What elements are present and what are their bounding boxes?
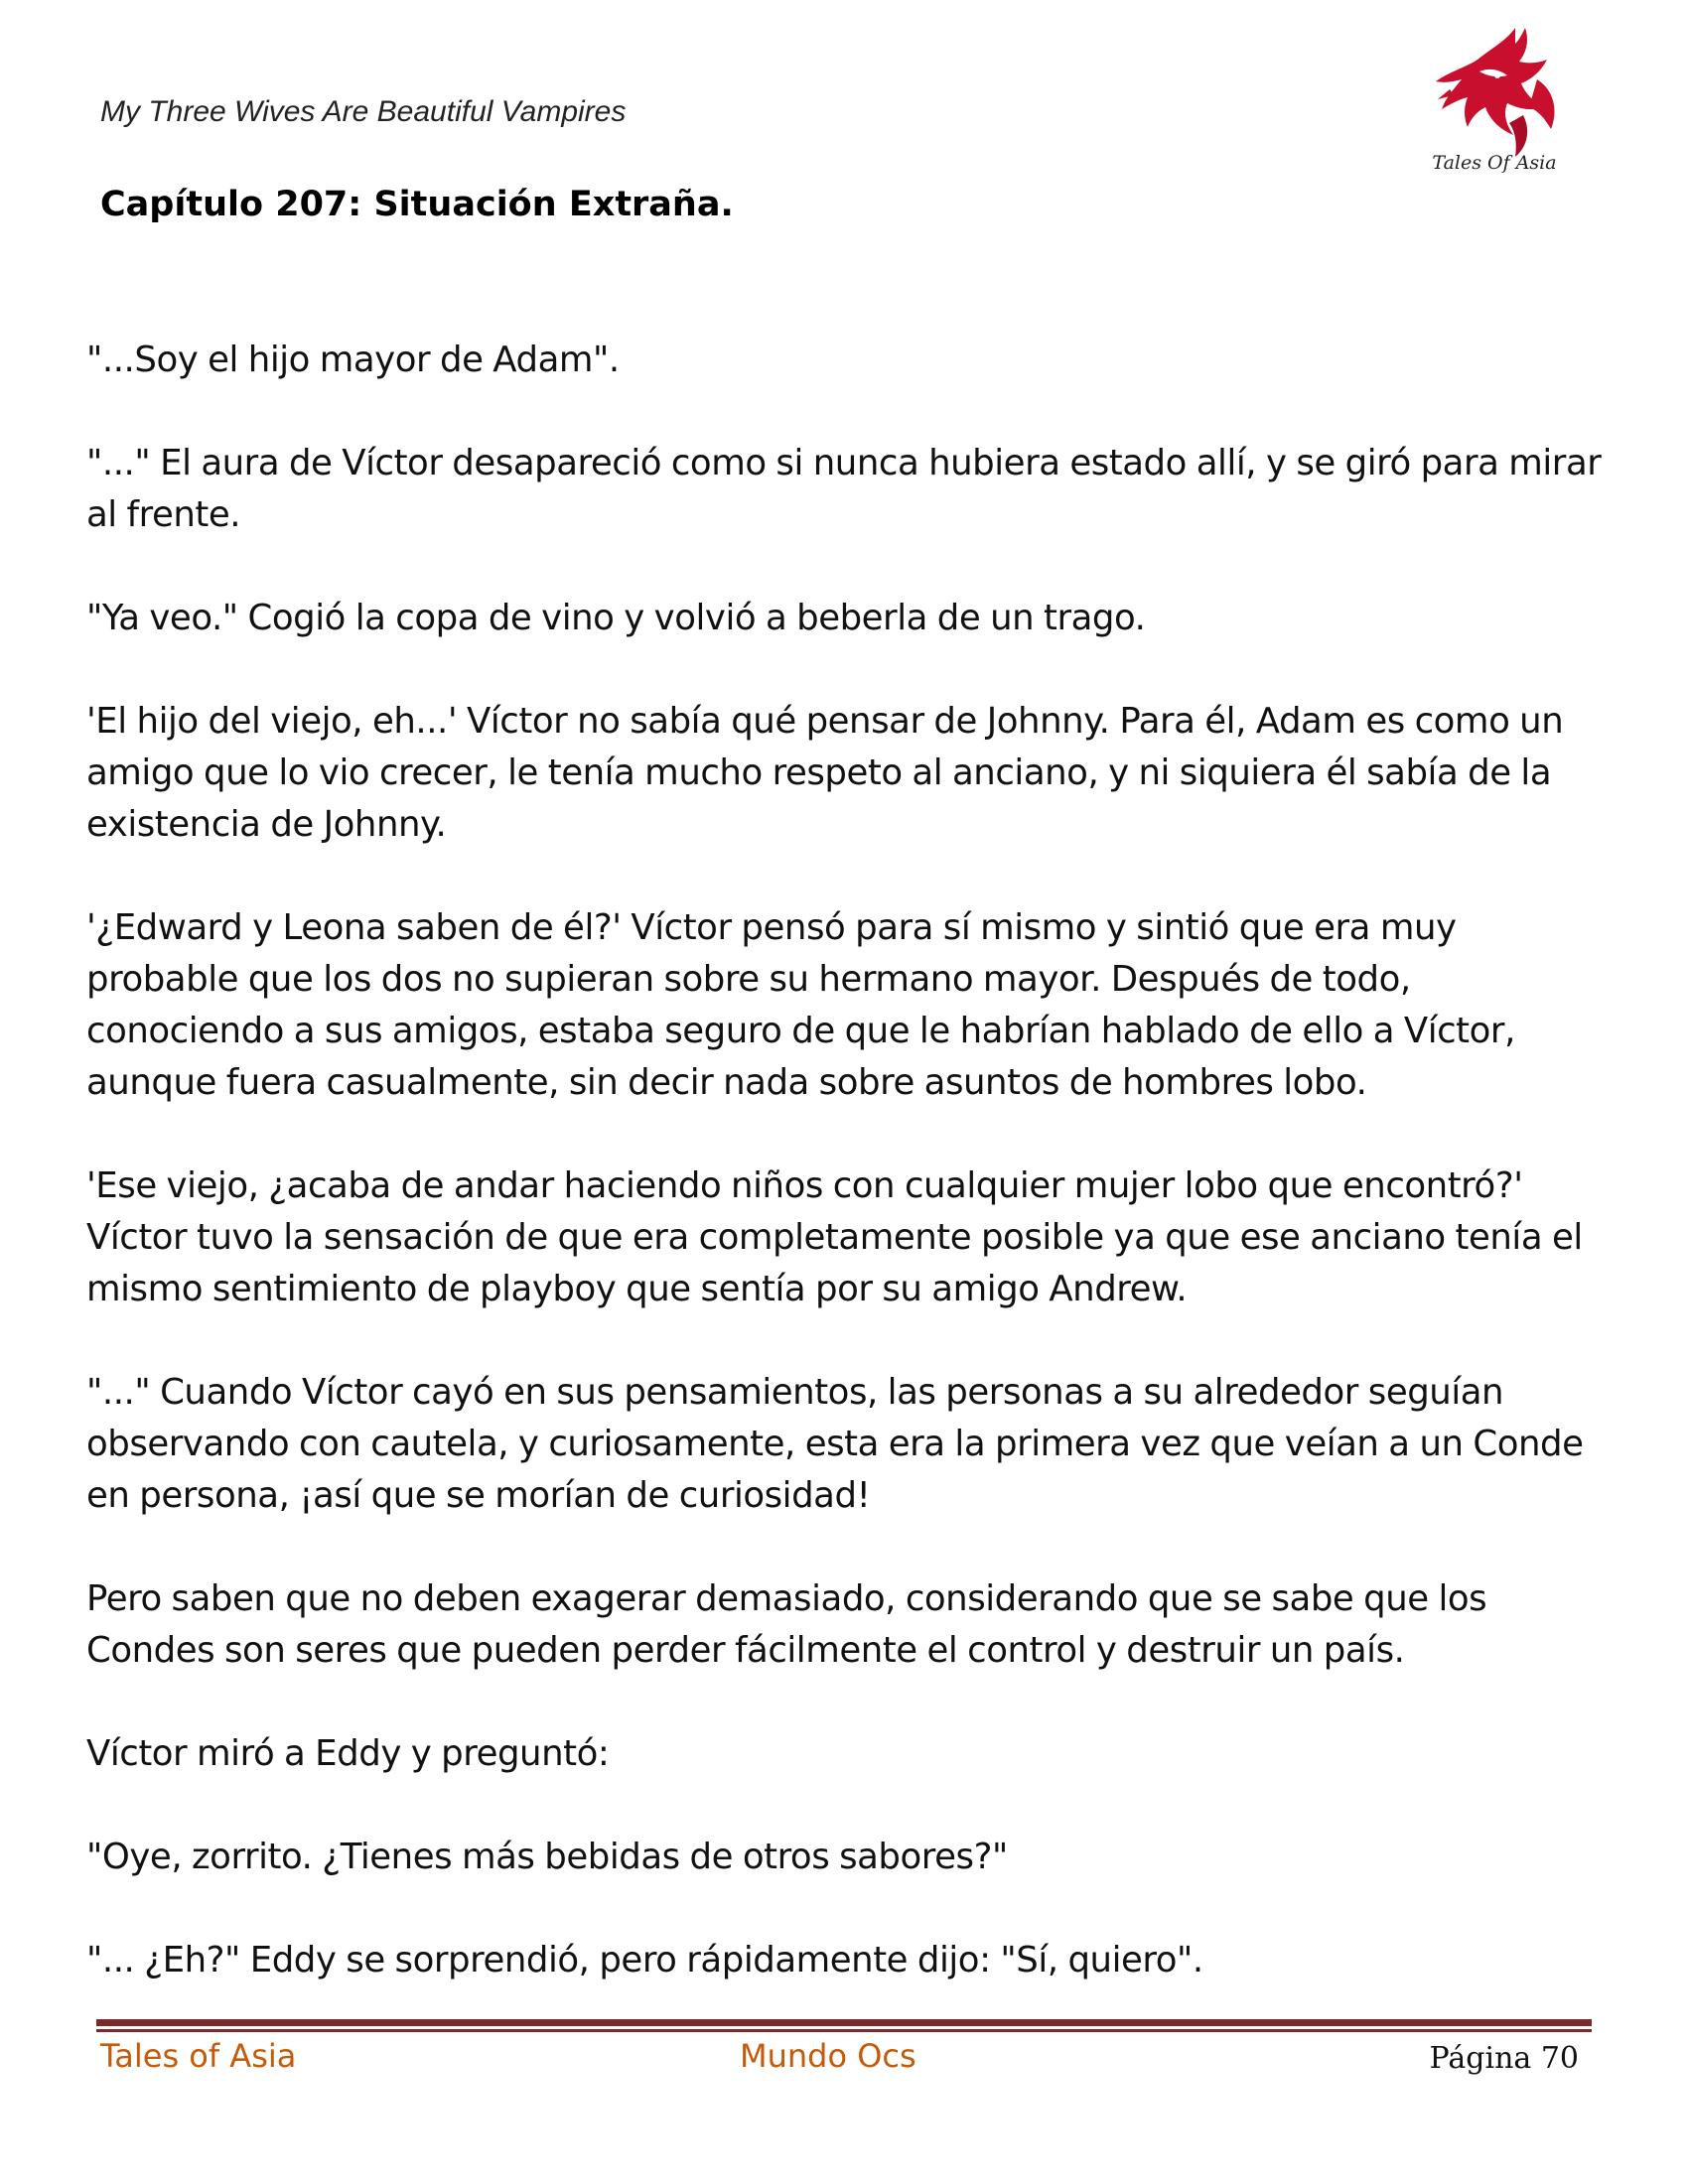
publisher-logo: [1420, 20, 1569, 184]
chapter-title: Capítulo 207: Situación Extraña.: [100, 185, 734, 224]
logo-text: Tales Of Asia: [1432, 152, 1557, 174]
paragraph: "Oye, zorrito. ¿Tienes más bebidas de otros sabores?": [86, 1837, 1008, 1877]
chapter-body: [86, 335, 1616, 2038]
paragraph: Víctor miró a Eddy y preguntó:: [86, 1733, 610, 1774]
paragraph: "..." El aura de Víctor desapareció como si nunca hubiera estado allí, y se giró para mirar al frente.: [86, 443, 1602, 535]
paragraph: 'El hijo del viejo, eh...' Víctor no sabía qué pensar de Johnny. Para él, Adam es como un amigo que lo vio crecer, le tenía mucho respeto al anciano, y ni siquiera él sabía de la existencia de Johnny.: [86, 701, 1564, 845]
footer-source: Mundo Ocs: [740, 2037, 916, 2075]
red-dragon-icon: [1420, 20, 1569, 184]
paragraph: "...Soy el hijo mayor de Adam".: [86, 340, 620, 380]
paragraph: "..." Cuando Víctor cayó en sus pensamientos, las personas a su alrededor seguían observando con cautela, y curiosamente, esta era la primera vez que veían a un Conde en persona, ¡así que se morían de curiosidad!: [86, 1372, 1584, 1516]
footer-publisher: Tales of Asia: [100, 2037, 297, 2075]
paragraph: "... ¿Eh?" Eddy se sorprendió, pero rápidamente dijo: "Sí, quiero".: [86, 1940, 1203, 1980]
paragraph: Pero saben que no deben exagerar demasiado, considerando que se sabe que los Condes son seres que pueden perder fácilmente el control y destruir un país.: [86, 1578, 1487, 1671]
paragraph: "Ya veo." Cogió la copa de vino y volvió a beberla de un trago.: [86, 598, 1146, 638]
paragraph: 'Ese viejo, ¿acaba de andar haciendo niños con cualquier mujer lobo que encontró?' Víctor tuvo la sensación de que era completamente posible ya que ese anciano tenía el mismo sentimiento de playboy que sentía por su amigo Andrew.: [86, 1165, 1583, 1309]
book-title: My Three Wives Are Beautiful Vampires: [100, 95, 627, 128]
paragraph: '¿Edward y Leona saben de él?' Víctor pensó para sí mismo y sintió que era muy probable que los dos no supieran sobre su hermano mayor. Después de todo, conociendo a sus amigos, estaba seguro de que le habrían hablado de ello a Víctor, aunque fuera casualmente, sin decir nada sobre asuntos de hombres lobo.: [86, 907, 1515, 1103]
page-number: Página 70: [1429, 2041, 1579, 2076]
